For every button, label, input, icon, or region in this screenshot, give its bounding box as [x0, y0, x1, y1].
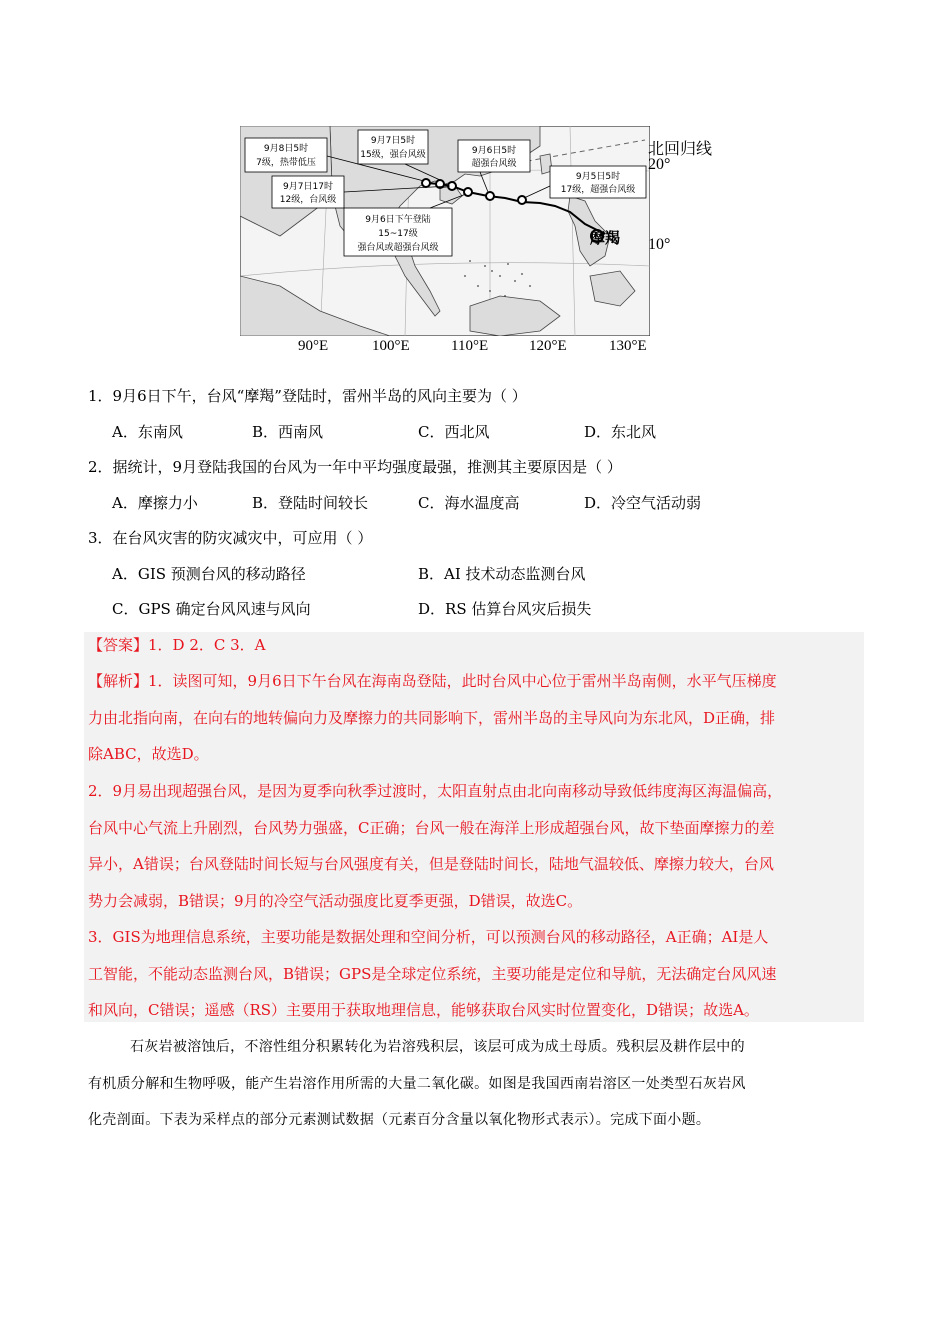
callout-5-line-1: 9月6日下午登陆 [365, 215, 431, 225]
q2-option-c: C．海水温度高 [418, 494, 520, 512]
explanation-line: 3．GIS为地理信息系统，主要功能是数据处理和空间分析，可以预测台风的移动路径，A正确；AI是人 [88, 928, 769, 946]
q3-option-d: D．RS 估算台风灾后损失 [418, 600, 592, 618]
explanation-line: 和风向，C错误；遥感（RS）主要用于获取地理信息，能够获取台风实时位置变化，D错误；故选A。 [88, 1001, 759, 1019]
callout-5-line-3: 强台风或超强台风级 [357, 243, 439, 253]
explanation-line: 势力会减弱，B错误；9月的冷空气活动强度比夏季更强，D错误，故选C。 [88, 892, 583, 910]
callout-6-line-1: 9月5日5时 [575, 172, 621, 182]
lat-label-10: 10° [648, 236, 671, 253]
callout-1-line-2: 7级，热带低压 [256, 158, 316, 168]
typhoon-name-label: 摩羯 [590, 229, 621, 247]
callout-6-line-2: 17级，超强台风级 [560, 185, 636, 195]
question-2: 2．据统计，9月登陆我国的台风为一年中平均强度最强，推测其主要原因是（ ） [88, 458, 622, 476]
explanation-line: 【解析】1．读图可知，9月6日下午台风在海南岛登陆，此时台风中心位于雷州半岛南侧，水平气压梯度 [88, 672, 777, 690]
question-1: 1．9月6日下午，台风“摩羯”登陆时，雷州半岛的风向主要为（ ） [88, 387, 527, 405]
callout-3-line-1: 9月6日5时 [471, 146, 517, 156]
explanation-line: 除ABC，故选D。 [88, 745, 209, 763]
lon-label-120: 120°E [529, 338, 567, 354]
callout-4-line-1: 9月7日17时 [283, 182, 333, 192]
answer-key: 【答案】1．D 2．C 3．A [88, 636, 266, 654]
explanation-line: 台风中心气流上升剧烈，台风势力强盛，C正确；台风一般在海洋上形成超强台风，故下垫面摩擦力的差 [88, 819, 775, 837]
callout-5-line-2: 15~17级 [378, 229, 418, 239]
question-3: 3．在台风灾害的防灾减灾中，可应用（ ） [88, 529, 373, 547]
callout-2-line-1: 9月7日5时 [370, 136, 416, 146]
passage-line: 化壳剖面。下表为采样点的部分元素测试数据（元素百分含量以氧化物形式表示）。完成下面小题。 [88, 1112, 711, 1128]
callout-2-line-2: 15级，强台风级 [360, 150, 426, 160]
explanation-line: 2．9月易出现超强台风，是因为夏季向秋季过渡时，太阳直射点由北向南移动导致低纬度海区海温偏高， [88, 782, 783, 800]
callout-4-line-2: 12级，台风级 [279, 195, 337, 205]
lon-label-90: 90°E [298, 338, 329, 354]
typhoon-symbol [422, 179, 430, 187]
typhoon-symbol [464, 188, 472, 196]
q1-option-a: A．东南风 [112, 423, 183, 441]
q1-option-c: C．西北风 [418, 423, 490, 441]
explanation-line: 力由北指向南，在向右的地转偏向力及摩擦力的共同影响下，雷州半岛的主导风向为东北风，D正确，排 [88, 709, 776, 727]
passage-line: 石灰岩被溶蚀后，不溶性组分积累转化为岩溶残积层，该层可成为成土母质。残积层及耕作层中的 [130, 1039, 745, 1055]
q1-option-b: B．西南风 [252, 423, 324, 441]
lat-label-tropic: 北回归线 [648, 139, 713, 158]
passage-line: 有机质分解和生物呼吸，能产生岩溶作用所需的大量二氧化碳。如图是我国西南岩溶区一处类型石灰岩风 [88, 1076, 746, 1092]
map-svg [240, 126, 650, 336]
typhoon-track-map [240, 126, 650, 336]
callout-1-line-1: 9月8日5时 [263, 144, 309, 154]
callout-3-line-2: 超强台风级 [471, 159, 517, 169]
lon-label-100: 100°E [372, 338, 410, 354]
lon-label-110: 110°E [451, 338, 489, 354]
q3-option-b: B．AI 技术动态监测台风 [418, 565, 586, 583]
typhoon-symbol [486, 192, 494, 200]
q2-option-d: D．冷空气活动弱 [584, 494, 702, 512]
q3-option-c: C．GPS 确定台风风速与风向 [112, 600, 311, 618]
lon-label-130: 130°E [609, 338, 647, 354]
explanation-line: 工智能，不能动态监测台风，B错误；GPS是全球定位系统，主要功能是定位和导航，无法确定台风风速 [88, 965, 777, 983]
q2-option-a: A．摩擦力小 [112, 494, 198, 512]
q1-option-d: D．东北风 [584, 423, 657, 441]
lat-label-20: 20° [648, 156, 671, 173]
q3-option-a: A．GIS 预测台风的移动路径 [112, 565, 306, 583]
q2-option-b: B．登陆时间较长 [252, 494, 369, 512]
explanation-line: 异小，A错误；台风登陆时间长短与台风强度有关，但是登陆时间长，陆地气温较低、摩擦力较大，台风 [88, 855, 774, 873]
